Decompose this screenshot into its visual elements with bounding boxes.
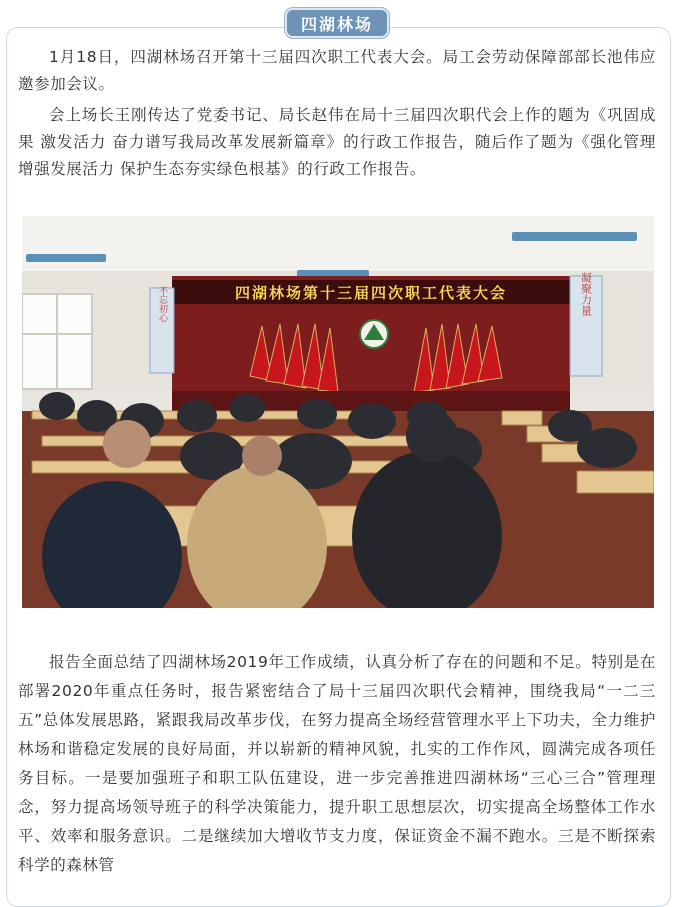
paragraph-3: 报告全面总结了四湖林场2019年工作成绩，认真分析了存在的问题和不足。特别是在部署2020年重点任务时，报告紧密结合了局十三届四次职代会精神，围绕我局“一二三五”总体发展思路，紧跟我局改革步伐，在努力提高全场经营管理水平上下功夫，全力维护林场和谐稳定发展的良好局面，并以崭新的精神风貌，扎实的工作作风，圆满完成各项任务目标。一是要加强班子和职工队伍建设，进一步完善推进四湖林场“三心三合”管理理念，努力提高场领导班子的科学决策能力，提升职工思想层次，切实提高全场整体工作水平、效率和服务意识。二是继续加大增收节支力度，保证资金不漏不跑水。三是不断探索科学的森林管 [18,653,656,874]
left-slogan-text: 不忘初心 [157,286,167,322]
paragraph-2: 会上场长王刚传达了党委书记、局长赵伟在局十三届四次职代会上作的题为《巩固成果 激发活力 奋力谱写我局改革发展新篇章》的行政工作报告，随后作了题为《强化管理增强发展活力 保护生态夯实绿色根基》的行政工作报告。 [18,106,656,178]
meeting-photo [22,216,654,608]
ceiling-light-icon [512,232,637,241]
ceiling-light-icon [26,254,106,262]
paragraph-1: 1月18日，四湖林场召开第十三届四次职工代表大会。局工会劳动保障部部长池伟应邀参加会议。 [18,48,656,93]
ceiling-light-icon [297,270,369,277]
right-slogan-text: 凝聚力量 [579,272,593,316]
stage-banner-text: 四湖林场第十三届四次职工代表大会 [234,284,508,302]
section-tag: 四湖林场 [285,8,389,38]
